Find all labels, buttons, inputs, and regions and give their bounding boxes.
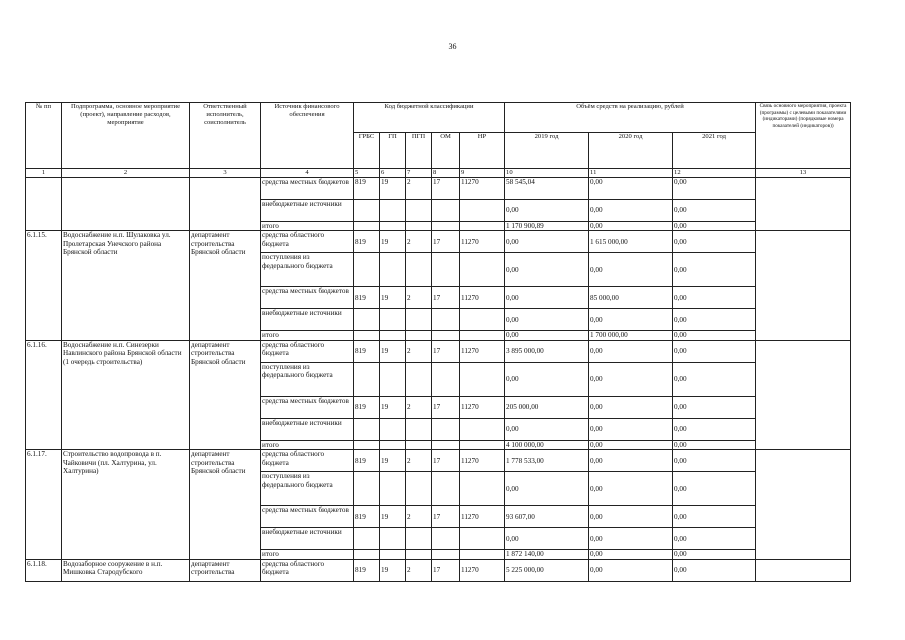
value-2020: 0,00 — [589, 362, 673, 396]
source-label: внебюджетные источники — [261, 528, 354, 550]
colnum: 9 — [460, 169, 505, 178]
colnum: 13 — [756, 169, 851, 178]
source-label: итого — [261, 550, 354, 559]
code-pgp: 2 — [406, 506, 432, 528]
total-2021: 0,00 — [673, 550, 756, 559]
total-2020: 0,00 — [589, 550, 673, 559]
colnum: 10 — [505, 169, 589, 178]
value-2020: 0,00 — [589, 506, 673, 528]
code-grbs: 819 — [354, 231, 380, 253]
code-om: 17 — [432, 450, 460, 472]
code-gp: 19 — [380, 178, 406, 200]
value-2019: 0,00 — [505, 231, 589, 253]
value-2019: 0,00 — [505, 253, 589, 287]
code-np: 11270 — [460, 178, 505, 200]
value-2021: 0,00 — [673, 450, 756, 472]
source-label: поступления из федерального бюджета — [261, 253, 354, 287]
table-row — [26, 450, 851, 472]
source-label: средства областного бюджета — [261, 340, 354, 362]
value-2021: 0,00 — [673, 200, 756, 222]
code-gp: 19 — [380, 396, 406, 418]
value-2019: 58 545,04 — [505, 178, 589, 200]
item-number: 6.1.18. — [26, 559, 62, 581]
code-pgp: 2 — [406, 340, 432, 362]
code-np: 11270 — [460, 559, 505, 581]
value-2021: 0,00 — [673, 309, 756, 331]
value-2019: 0,00 — [505, 287, 589, 309]
header-source: Источник финансового обеспечения — [261, 103, 354, 169]
value-2020: 0,00 — [589, 178, 673, 200]
value-2020: 1 615 000,00 — [589, 231, 673, 253]
value-2019: 3 895 000,00 — [505, 340, 589, 362]
code-grbs: 819 — [354, 178, 380, 200]
item-number: 6.1.15. — [26, 231, 62, 340]
header-no: № пп — [26, 103, 62, 169]
value-2019: 205 000,00 — [505, 396, 589, 418]
code-gp: 19 — [380, 287, 406, 309]
source-label: итого — [261, 222, 354, 231]
code-om: 17 — [432, 287, 460, 309]
value-2019: 1 778 533,00 — [505, 450, 589, 472]
code-pgp: 2 — [406, 450, 432, 472]
page-number: 36 — [448, 42, 457, 51]
colnum: 12 — [673, 169, 756, 178]
value-2021: 0,00 — [673, 506, 756, 528]
header-budget-code: Код бюджетной классификации — [354, 103, 505, 133]
code-gp: 19 — [380, 450, 406, 472]
code-np: 11270 — [460, 450, 505, 472]
colnum: 8 — [432, 169, 460, 178]
table-row — [26, 559, 851, 581]
code-grbs: 819 — [354, 396, 380, 418]
value-2019: 0,00 — [505, 418, 589, 440]
value-2021: 0,00 — [673, 340, 756, 362]
item-name: Водоснабжение н.п. Шулаковка ул. Пролетарская Унечского района Брянской области — [62, 231, 190, 340]
value-2021: 0,00 — [673, 396, 756, 418]
code-grbs: 819 — [354, 559, 380, 581]
value-2019: 0,00 — [505, 200, 589, 222]
value-2021: 0,00 — [673, 559, 756, 581]
header-subprogram: Подпрограмма, основное мероприятие (проект), направление расходов, мероприятие — [62, 103, 190, 169]
code-pgp: 2 — [406, 559, 432, 581]
code-np: 11270 — [460, 506, 505, 528]
total-2021: 0,00 — [673, 222, 756, 231]
source-label: средства местных бюджетов — [261, 396, 354, 418]
source-label: итого — [261, 440, 354, 449]
value-2021: 0,00 — [673, 253, 756, 287]
value-2021: 0,00 — [673, 231, 756, 253]
value-2020: 0,00 — [589, 559, 673, 581]
code-pgp: 2 — [406, 287, 432, 309]
value-2019: 93 607,00 — [505, 506, 589, 528]
item-responsible: департамент строительства Брянской области — [190, 450, 261, 559]
code-np: 11270 — [460, 287, 505, 309]
value-2019: 0,00 — [505, 362, 589, 396]
colnum: 4 — [261, 169, 354, 178]
item-name: Строительство водопровода в п. Чайковичи (пл. Халтурина, ул. Халтурина) — [62, 450, 190, 559]
total-2019: 4 100 000,00 — [505, 440, 589, 449]
code-grbs: 819 — [354, 340, 380, 362]
item-number: 6.1.16. — [26, 340, 62, 449]
value-2020: 0,00 — [589, 253, 673, 287]
value-2021: 0,00 — [673, 362, 756, 396]
colnum: 7 — [406, 169, 432, 178]
header-volume: Объём средств на реализацию, рублей — [505, 103, 756, 133]
colnum: 3 — [190, 169, 261, 178]
code-om: 17 — [432, 506, 460, 528]
total-2021: 0,00 — [673, 440, 756, 449]
colnum: 5 — [354, 169, 380, 178]
colnum: 11 — [589, 169, 673, 178]
total-2020: 0,00 — [589, 440, 673, 449]
header-pgp: ПГП — [406, 133, 432, 169]
code-om: 17 — [432, 178, 460, 200]
table-row — [26, 340, 851, 362]
code-gp: 19 — [380, 506, 406, 528]
value-2019: 0,00 — [505, 309, 589, 331]
item-responsible: департамент строительства Брянской области — [190, 340, 261, 449]
value-2020: 0,00 — [589, 528, 673, 550]
value-2020: 0,00 — [589, 200, 673, 222]
table-row — [26, 231, 851, 253]
code-om: 17 — [432, 559, 460, 581]
code-np: 11270 — [460, 340, 505, 362]
value-2019: 0,00 — [505, 472, 589, 506]
code-pgp: 2 — [406, 231, 432, 253]
value-2020: 0,00 — [589, 309, 673, 331]
header-grbs: ГРБС — [354, 133, 380, 169]
code-gp: 19 — [380, 340, 406, 362]
total-2019: 0,00 — [505, 331, 589, 340]
header-2019: 2019 год — [505, 133, 589, 169]
header-2021: 2021 год — [673, 133, 756, 169]
item-name: Водозаборное сооружение в н.п. Мишковка Стародубского — [62, 559, 190, 581]
source-label: средства местных бюджетов — [261, 506, 354, 528]
source-label: внебюджетные источники — [261, 309, 354, 331]
value-2020: 0,00 — [589, 396, 673, 418]
source-label: средства местных бюджетов — [261, 287, 354, 309]
total-2020: 1 700 000,00 — [589, 331, 673, 340]
source-label: внебюджетные источники — [261, 418, 354, 440]
code-om: 17 — [432, 231, 460, 253]
total-2020: 0,00 — [589, 222, 673, 231]
table-row — [26, 178, 851, 200]
value-2020: 85 000,00 — [589, 287, 673, 309]
colnum: 1 — [26, 169, 62, 178]
source-label: внебюджетные источники — [261, 200, 354, 222]
code-np: 11270 — [460, 396, 505, 418]
colnum: 6 — [380, 169, 406, 178]
source-label: средства областного бюджета — [261, 231, 354, 253]
code-pgp: 2 — [406, 396, 432, 418]
header-responsible: Ответственный исполнитель, соисполнитель — [190, 103, 261, 169]
value-2019: 0,00 — [505, 528, 589, 550]
column-number-row — [26, 169, 851, 178]
code-gp: 19 — [380, 559, 406, 581]
code-grbs: 819 — [354, 506, 380, 528]
value-2021: 0,00 — [673, 528, 756, 550]
item-responsible: департамент строительства Брянской области — [190, 231, 261, 340]
item-name: Водоснабжение н.п. Синезерки Навлинского района Брянской области (1 очередь строительства) — [62, 340, 190, 449]
code-grbs: 819 — [354, 450, 380, 472]
code-grbs: 819 — [354, 287, 380, 309]
total-2019: 1 170 900,89 — [505, 222, 589, 231]
code-gp: 19 — [380, 231, 406, 253]
value-2020: 0,00 — [589, 418, 673, 440]
code-om: 17 — [432, 396, 460, 418]
header-gp: ГП — [380, 133, 406, 169]
item-responsible: департамент строительства — [190, 559, 261, 581]
header-om: ОМ — [432, 133, 460, 169]
source-label: средства местных бюджетов — [261, 178, 354, 200]
value-2021: 0,00 — [673, 178, 756, 200]
value-2021: 0,00 — [673, 472, 756, 506]
code-pgp: 2 — [406, 178, 432, 200]
value-2020: 0,00 — [589, 450, 673, 472]
item-number: 6.1.17. — [26, 450, 62, 559]
value-2020: 0,00 — [589, 472, 673, 506]
code-om: 17 — [432, 340, 460, 362]
source-label: средства областного бюджета — [261, 450, 354, 472]
budget-table — [25, 102, 851, 582]
header-link: Связь основного мероприятия, проекта (программы) с целевыми показателями (индикаторами) (порядковые номера показателей (индикаторов)) — [756, 103, 851, 169]
source-label: поступления из федерального бюджета — [261, 362, 354, 396]
source-label: итого — [261, 331, 354, 340]
source-label: средства областного бюджета — [261, 559, 354, 581]
header-2020: 2020 год — [589, 133, 673, 169]
value-2021: 0,00 — [673, 287, 756, 309]
header-np: НР — [460, 133, 505, 169]
value-2020: 0,00 — [589, 340, 673, 362]
total-2019: 1 872 140,00 — [505, 550, 589, 559]
total-2021: 0,00 — [673, 331, 756, 340]
code-np: 11270 — [460, 231, 505, 253]
source-label: поступления из федерального бюджета — [261, 472, 354, 506]
value-2019: 5 225 000,00 — [505, 559, 589, 581]
colnum: 2 — [62, 169, 190, 178]
value-2021: 0,00 — [673, 418, 756, 440]
